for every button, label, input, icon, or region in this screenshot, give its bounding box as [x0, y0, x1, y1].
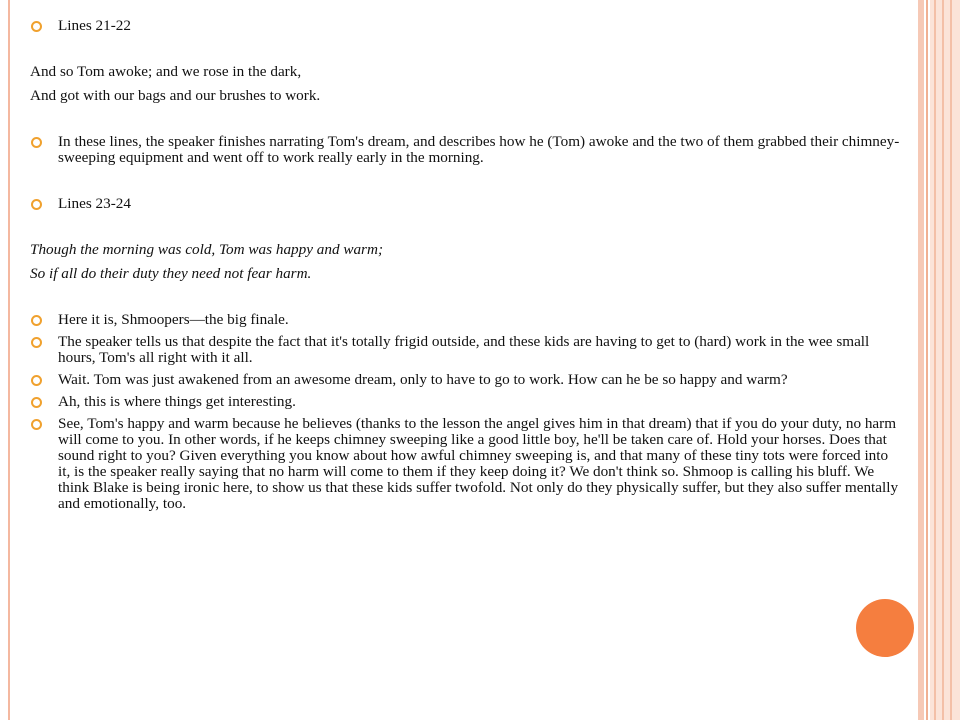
right-stripe: [918, 0, 924, 720]
right-stripe: [942, 0, 944, 720]
slide-body: [30, 12, 900, 512]
right-stripe: [934, 0, 936, 720]
analysis-bullet: In these lines, the speaker finishes narrating Tom's dream, and describes how he (Tom) awoke and the two of them grabbed their chimney-sweeping equipment and went off to work really early in the morning.: [30, 134, 900, 166]
analysis-bullet: The speaker tells us that despite the fact that it's totally frigid outside, and these kids are having to get to (hard) work in the wee small hours, Tom's all right with it all.: [30, 334, 900, 366]
analysis-bullet: See, Tom's happy and warm because he believes (thanks to the lesson the angel gives him in that dream) that if you do your duty, no harm will come to you. In other words, if he keeps chimney sweeping like a good little boy, he'll be taken care of. Hold your horses. Does that sound right to you? Given everything you know about how awful chimney sweeping is, and that many of these tiny tots were forced into it, is the speaker really saying that no harm will come to them if they keep doing it? We don't think so. Shmoop is calling his bluff. We think Blake is being ironic here, to show us that these kids suffer twofold. Not only do they physically suffer, but they also suffer mentally and emotionally, too.: [30, 416, 900, 512]
analysis-bullet: Wait. Tom was just awakened from an awesome dream, only to have to go to work. How can he be so happy and warm?: [30, 372, 900, 388]
poem-line: Though the morning was cold, Tom was happy and warm;: [30, 241, 383, 258]
poem-line: So if all do their duty they need not fear harm.: [30, 265, 312, 282]
decorative-circle: [856, 599, 914, 657]
right-stripe: [926, 0, 928, 720]
poem-line: And got with our bags and our brushes to work.: [30, 87, 321, 104]
analysis-bullet: Ah, this is where things get interesting.: [30, 394, 900, 410]
right-stripe: [950, 0, 952, 720]
poem-line: And so Tom awoke; and we rose in the dark,: [30, 63, 302, 80]
left-border-rule: [8, 0, 10, 720]
section-heading-lines-21-22: Lines 21-22: [30, 18, 900, 34]
section-heading-lines-23-24: Lines 23-24: [30, 196, 900, 212]
analysis-bullet: Here it is, Shmoopers—the big finale.: [30, 312, 900, 328]
